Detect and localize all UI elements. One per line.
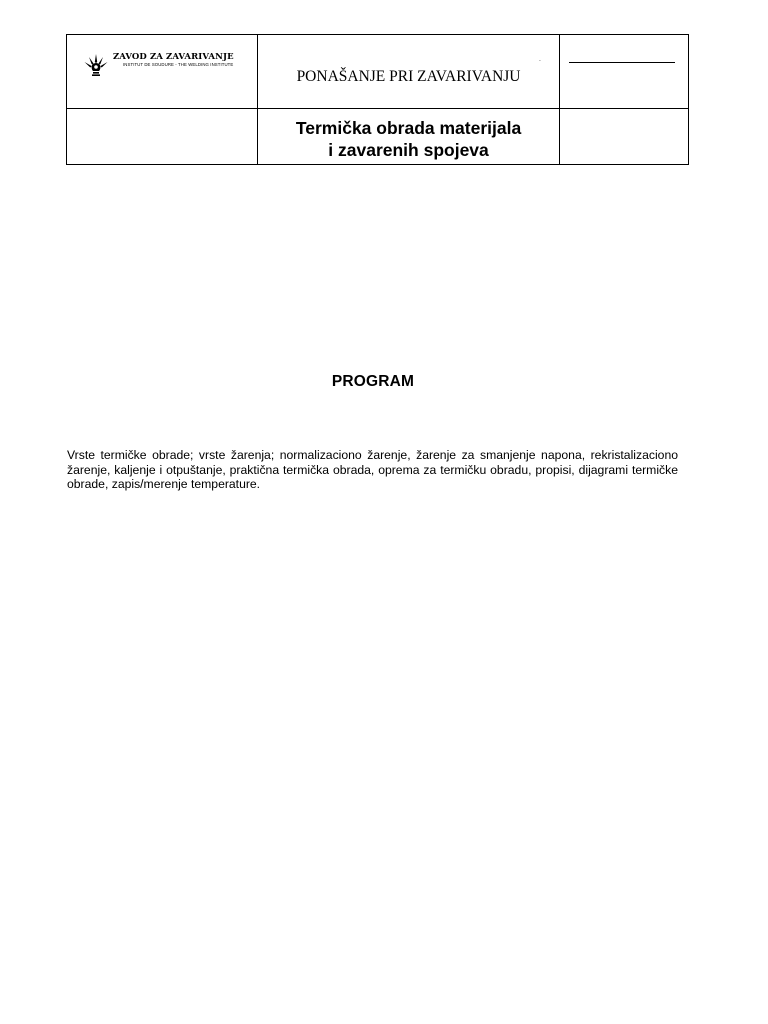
institute-logo [82,52,234,78]
subject-title-cell [258,109,559,165]
program-description: Vrste termičke obrade; vrste žarenja; normalizaciono žarenje, žarenje za smanjenje napona, rekristalizaciono žarenje, kaljenje i otpuštanje, praktična termička obrada, oprema za termičku obradu, propisi, dijagrami termičke obrade, zapis/merenje temperature. [67,448,678,491]
subject-title [258,113,558,161]
subject-title-line1: Termička obrada materijala [295,117,522,138]
header-table [66,34,689,165]
category-title-cell [258,35,559,109]
program-heading: PROGRAM [331,373,415,390]
empty-cell-left [67,109,258,165]
subject-title-line2: i zavarenih spojeva [328,139,489,160]
corner-mark: . [539,57,541,63]
flame-crest-icon [82,52,110,78]
empty-cell-right [559,109,688,165]
signature-line [569,62,675,63]
category-title: PONAŠANJE PRI ZAVARIVANJU [296,68,521,85]
logo-cell [67,35,258,109]
institute-subtitle: INSTITUT DE SOUDURE - THE WELDING INSTITUTE [123,62,234,67]
institute-name: ZAVOD ZA ZAVARIVANJE [113,52,234,62]
signature-cell [559,35,688,109]
